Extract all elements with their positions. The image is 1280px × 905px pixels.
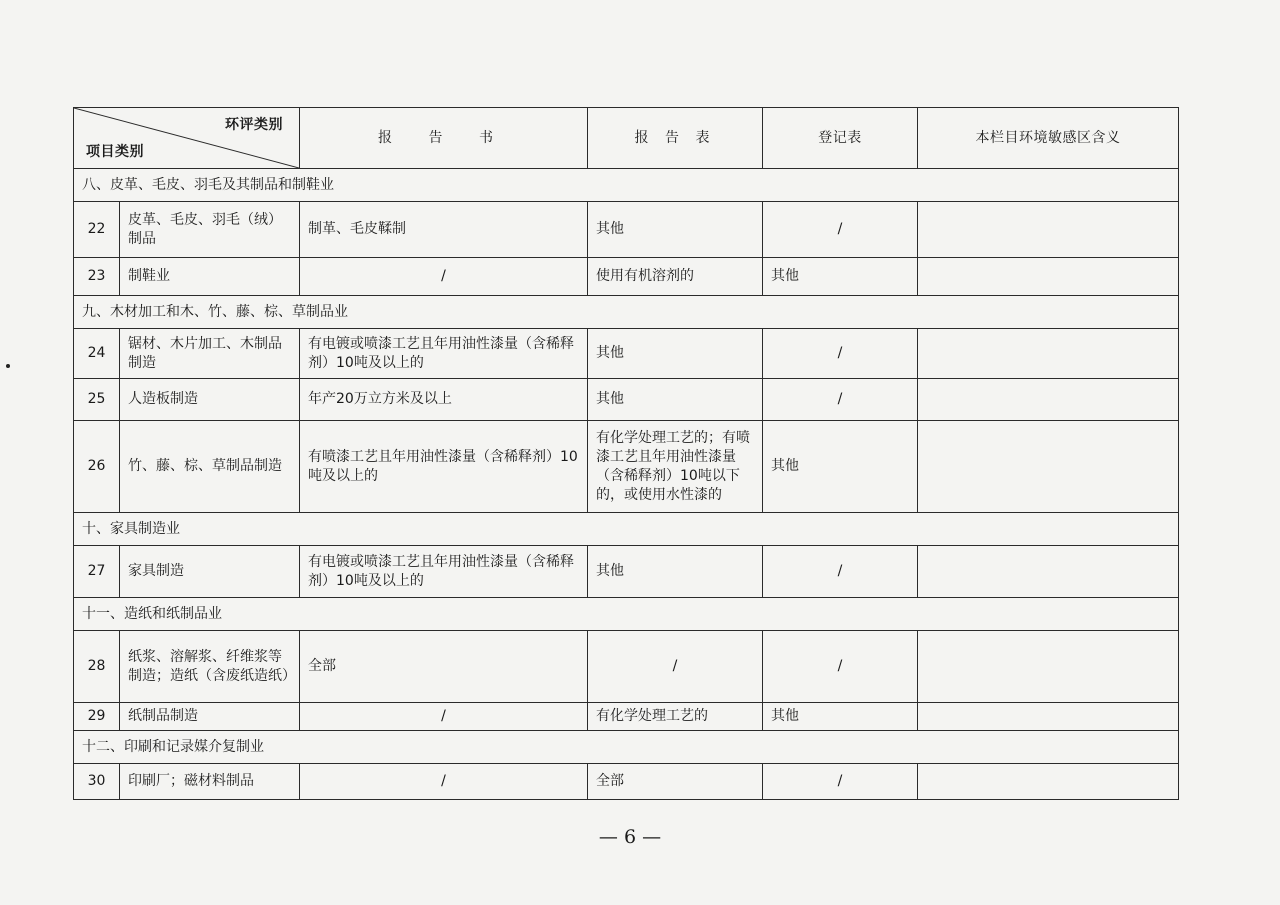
item-number: 27 <box>74 546 120 598</box>
report-form-criteria: 其他 <box>588 202 763 258</box>
section-row <box>74 513 1179 546</box>
item-category: 家具制造 <box>120 546 300 598</box>
sensitive-area-note <box>918 631 1179 703</box>
item-category: 皮革、毛皮、羽毛（绒）制品 <box>120 202 300 258</box>
section-row <box>74 598 1179 631</box>
table-body <box>74 169 1179 800</box>
sensitive-area-note <box>918 546 1179 598</box>
table-row <box>74 258 1179 296</box>
item-category: 竹、藤、棕、草制品制造 <box>120 421 300 513</box>
registration-criteria: 其他 <box>763 421 918 513</box>
item-category: 人造板制造 <box>120 379 300 421</box>
page-number: — 6 — <box>598 826 662 848</box>
sensitive-area-note <box>918 202 1179 258</box>
report-book-criteria: / <box>300 764 588 800</box>
section-title: 十二、印刷和记录媒介复制业 <box>74 731 1179 764</box>
report-form-criteria: 有化学处理工艺的 <box>588 703 763 731</box>
table-row <box>74 631 1179 703</box>
header-report-book: 报 告 书 <box>300 108 588 169</box>
table-row <box>74 421 1179 513</box>
item-number: 26 <box>74 421 120 513</box>
sensitive-area-note <box>918 329 1179 379</box>
header-sensitive-area: 本栏目环境敏感区含义 <box>918 108 1179 169</box>
eia-classification-table <box>73 107 1179 800</box>
report-book-criteria: 有电镀或喷漆工艺且年用油性漆量（含稀释剂）10吨及以上的 <box>300 546 588 598</box>
registration-criteria: 其他 <box>763 703 918 731</box>
item-number: 25 <box>74 379 120 421</box>
item-category: 锯材、木片加工、木制品制造 <box>120 329 300 379</box>
section-title: 十、家具制造业 <box>74 513 1179 546</box>
section-row <box>74 169 1179 202</box>
registration-criteria: / <box>763 202 918 258</box>
registration-criteria: / <box>763 764 918 800</box>
section-title: 十一、造纸和纸制品业 <box>74 598 1179 631</box>
item-category: 印刷厂；磁材料制品 <box>120 764 300 800</box>
header-report-form: 报 告 表 <box>588 108 763 169</box>
report-form-criteria: 其他 <box>588 329 763 379</box>
report-book-criteria: / <box>300 258 588 296</box>
table-row <box>74 329 1179 379</box>
corner-header-cell <box>74 108 300 169</box>
report-form-criteria: 其他 <box>588 546 763 598</box>
report-form-criteria: / <box>588 631 763 703</box>
item-number: 23 <box>74 258 120 296</box>
item-category: 纸浆、溶解浆、纤维浆等制造；造纸（含废纸造纸） <box>120 631 300 703</box>
report-book-criteria: 全部 <box>300 631 588 703</box>
item-category: 纸制品制造 <box>120 703 300 731</box>
sensitive-area-note <box>918 421 1179 513</box>
corner-top-label: 环评类别 <box>225 117 283 133</box>
report-book-criteria: 有电镀或喷漆工艺且年用油性漆量（含稀释剂）10吨及以上的 <box>300 329 588 379</box>
report-form-criteria: 有化学处理工艺的；有喷漆工艺且年用油性漆量（含稀释剂）10吨以下的，或使用水性漆的 <box>588 421 763 513</box>
report-book-criteria: 年产20万立方米及以上 <box>300 379 588 421</box>
sensitive-area-note <box>918 379 1179 421</box>
item-number: 22 <box>74 202 120 258</box>
section-row <box>74 296 1179 329</box>
sensitive-area-note <box>918 764 1179 800</box>
section-title: 八、皮革、毛皮、羽毛及其制品和制鞋业 <box>74 169 1179 202</box>
registration-criteria: / <box>763 329 918 379</box>
header-registration: 登记表 <box>763 108 918 169</box>
item-number: 28 <box>74 631 120 703</box>
sensitive-area-note <box>918 258 1179 296</box>
section-title: 九、木材加工和木、竹、藤、棕、草制品业 <box>74 296 1179 329</box>
item-category: 制鞋业 <box>120 258 300 296</box>
report-book-criteria: 有喷漆工艺且年用油性漆量（含稀释剂）10吨及以上的 <box>300 421 588 513</box>
item-number: 29 <box>74 703 120 731</box>
registration-criteria: / <box>763 546 918 598</box>
registration-criteria: / <box>763 379 918 421</box>
item-number: 24 <box>74 329 120 379</box>
item-number: 30 <box>74 764 120 800</box>
report-form-criteria: 全部 <box>588 764 763 800</box>
table-row <box>74 202 1179 258</box>
report-book-criteria: / <box>300 703 588 731</box>
table-row <box>74 764 1179 800</box>
section-row <box>74 731 1179 764</box>
registration-criteria: 其他 <box>763 258 918 296</box>
report-book-criteria: 制革、毛皮鞣制 <box>300 202 588 258</box>
corner-bottom-label: 项目类别 <box>86 144 144 160</box>
table-row <box>74 379 1179 421</box>
table-header-row <box>74 108 1179 169</box>
sensitive-area-note <box>918 703 1179 731</box>
report-form-criteria: 使用有机溶剂的 <box>588 258 763 296</box>
scan-speck <box>6 364 10 368</box>
report-form-criteria: 其他 <box>588 379 763 421</box>
table-row <box>74 546 1179 598</box>
table-row <box>74 703 1179 731</box>
registration-criteria: / <box>763 631 918 703</box>
